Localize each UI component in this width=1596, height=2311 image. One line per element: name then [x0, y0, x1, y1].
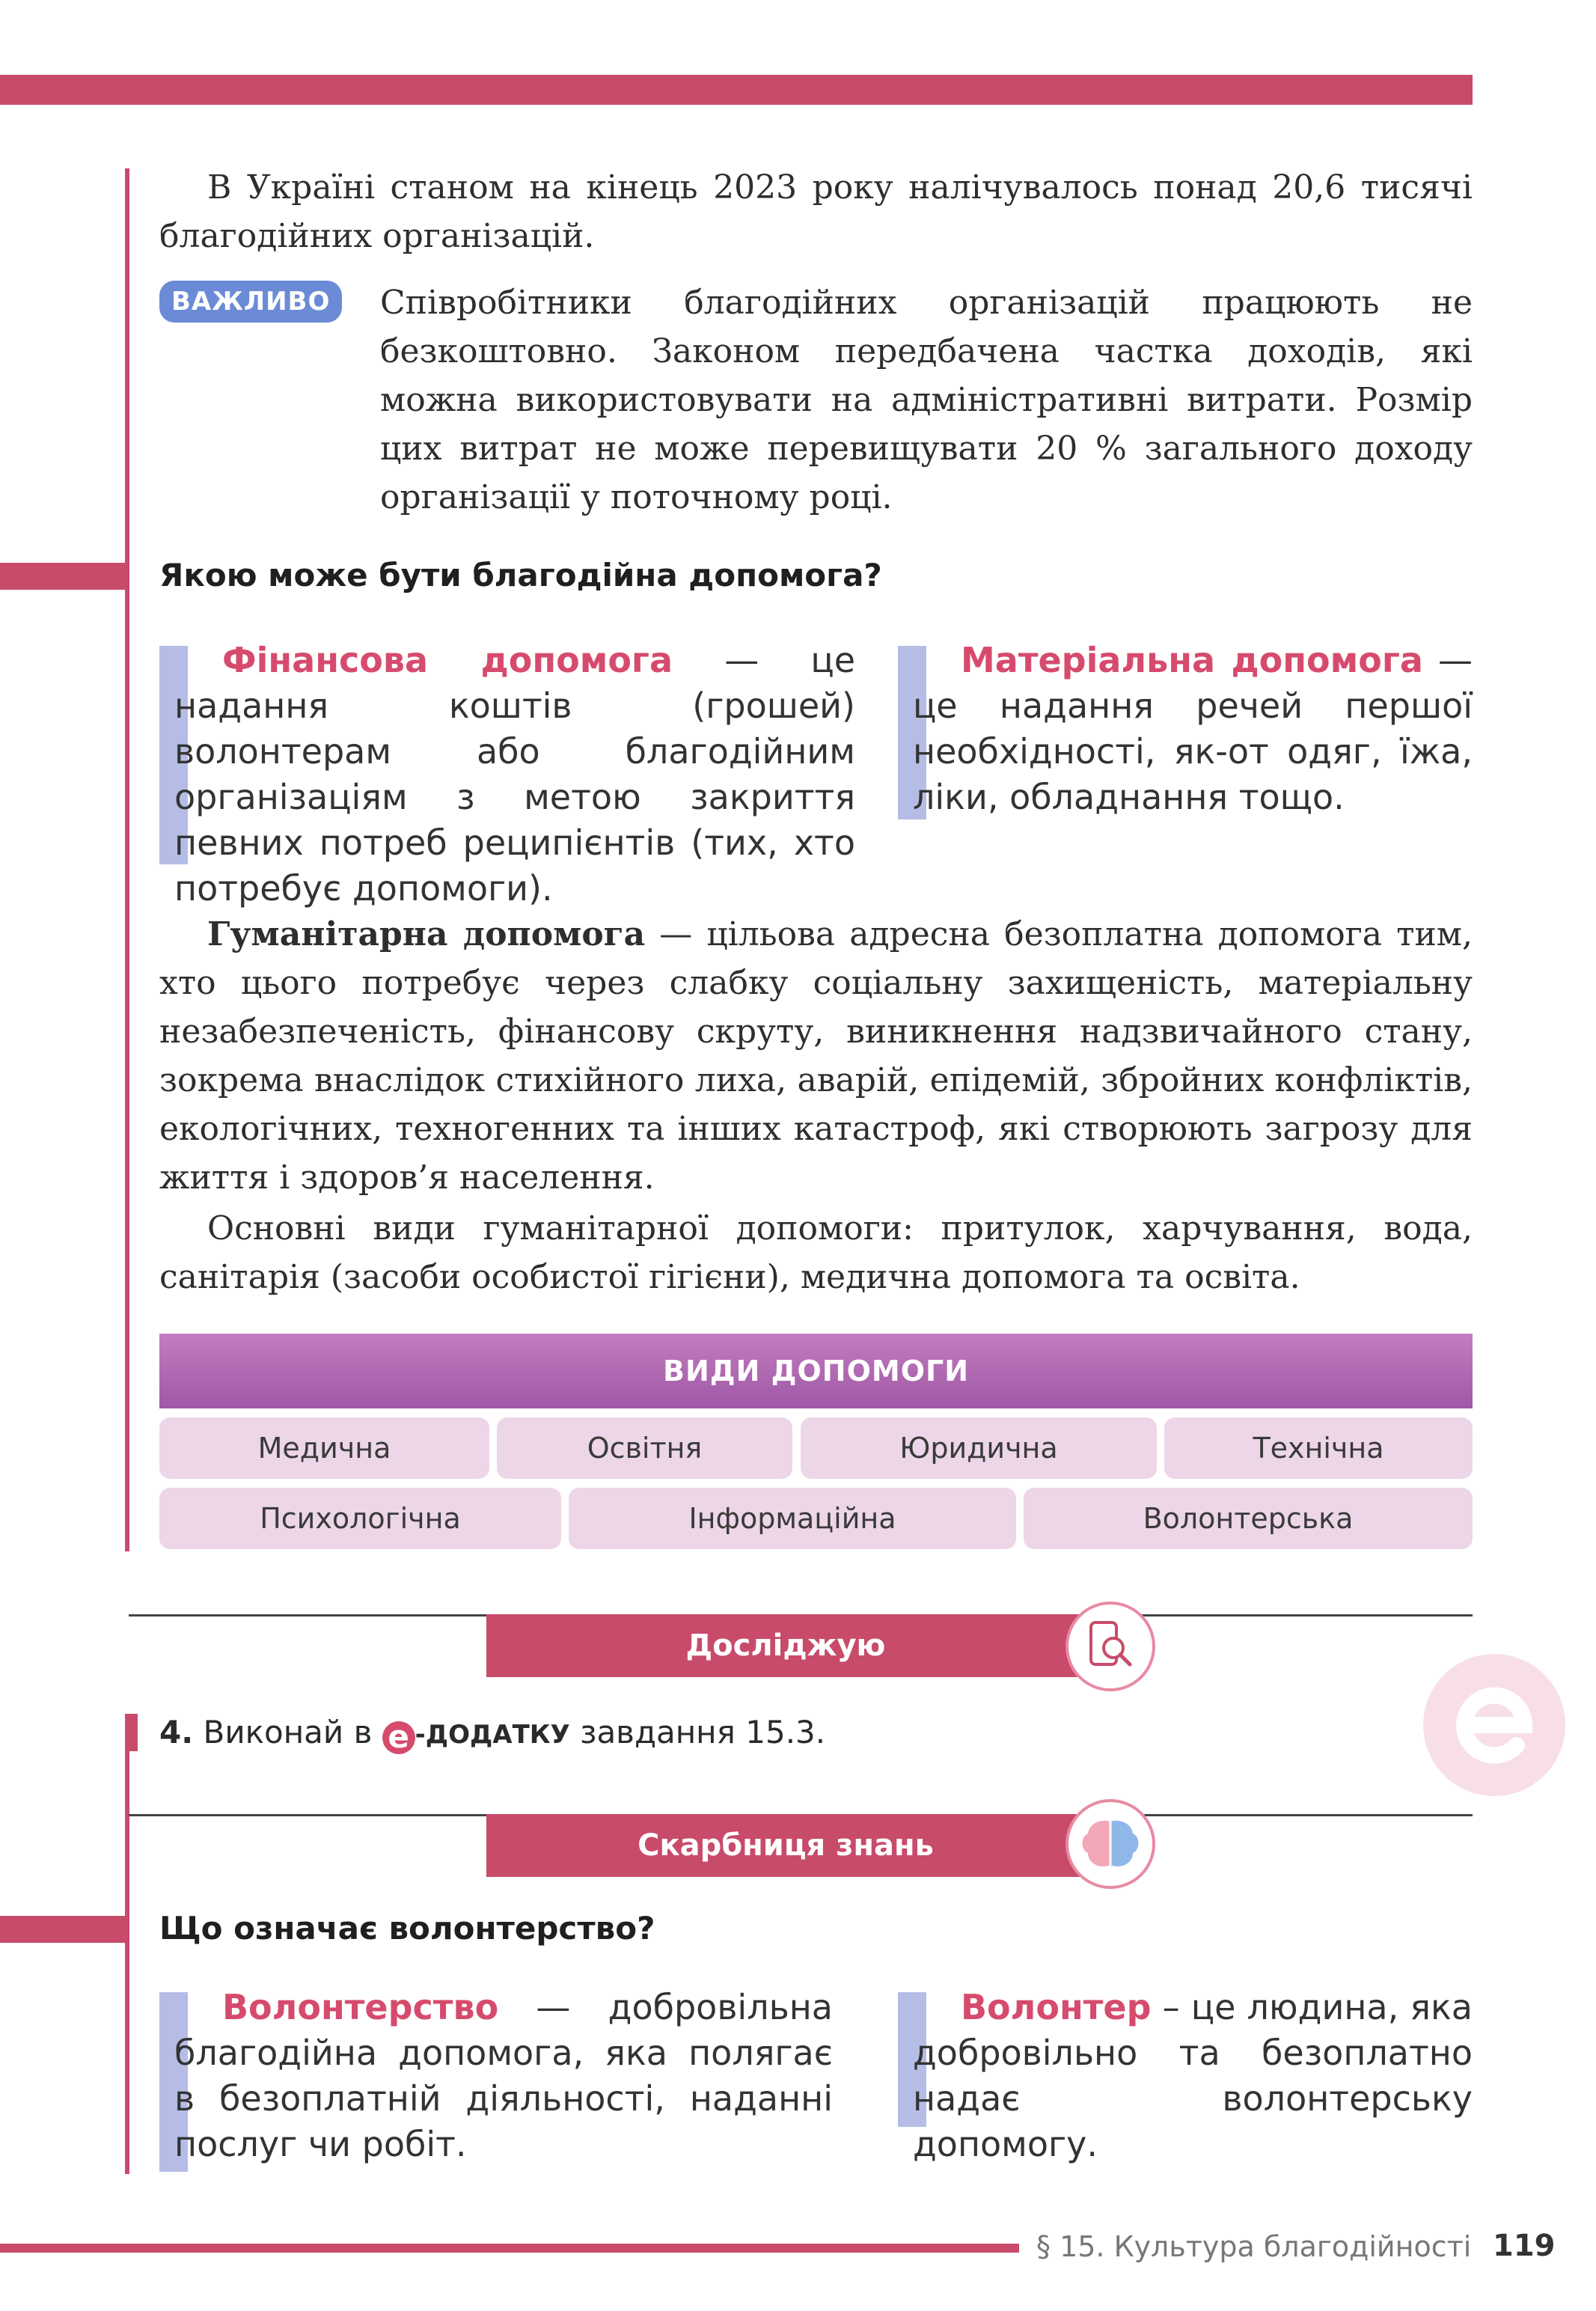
treasury-label: Скарбниця знань [486, 1814, 1085, 1877]
volunteering-heading: Що означає волонтерство? [159, 1910, 655, 1947]
side-tab-marker [0, 563, 129, 590]
financial-term: Фінансова допомога [222, 640, 673, 680]
e-watermark-icon [1423, 1654, 1565, 1796]
financial-definition: Фінансова допомога — це надання коштів (грошей) волонтерам або благодійним організаціям з метою закриття певних потреб реципієнтів (тих, хто потребує допомоги). [174, 640, 855, 909]
footer-chapter: § 15. Культура благодійності [1036, 2230, 1472, 2263]
table-cell: Освітня [497, 1417, 792, 1479]
help-heading: Якою може бути благодійна допомога? [159, 557, 882, 593]
material-term: Матеріальна допомога [961, 640, 1423, 680]
table-cell: Технічна [1164, 1417, 1473, 1479]
volunteering-definition: Волонтерство — добровільна благодійна допомога, яка полягає в безоплатній діяльності, наданні послуг чи робіт. [174, 1987, 833, 2164]
volunteer-term: Волонтер [961, 1987, 1152, 2027]
task-marker [129, 1714, 138, 1751]
research-task: 4. Виконай в e -ДОДАТКУ завдання 15.3. [159, 1714, 826, 1755]
page-number: 119 [1493, 2229, 1556, 2263]
left-margin-rule-lower [125, 1714, 129, 2174]
volunteering-term: Волонтерство [222, 1987, 499, 2027]
intro-paragraph: В Україні станом на кінець 2023 року налічувалось понад 20,6 тисячі благодійних організацій. [159, 168, 1473, 255]
table-cell: Медична [159, 1417, 489, 1479]
humanitarian-paragraph: Гуманітарна допомога — цільова адресна безоплатна допомога тим, хто цього потребує через слабку соціальну захищеність, матеріальну незабезпеченість, фінансову скруту, виникнення надзвичайного стану, зокрема внаслідок стихійного лиха, аварій, епідемій, збройних конфліктів, екологічних, техногенних та інших катастроф, які створюють загрозу для життя і здоров’я населення. [159, 915, 1473, 1197]
footer-accent-bar [0, 2244, 1019, 2253]
side-tab-marker-lower [0, 1916, 129, 1943]
top-accent-bar [0, 75, 1473, 105]
phone-magnifier-icon [1065, 1602, 1155, 1691]
left-margin-rule [125, 168, 129, 1551]
table-cell: Інформаційна [569, 1488, 1016, 1549]
table-cell: Юридична [801, 1417, 1157, 1479]
table-cell: Психологічна [159, 1488, 561, 1549]
table-cell: Волонтерська [1024, 1488, 1473, 1549]
e-supplement-icon: e [382, 1721, 415, 1754]
humanitarian-term: Гуманітарна допомога [207, 915, 646, 953]
volunteer-definition: Волонтер – це людина, яка добровільно та безоплатно надає волонтерську допомогу. [913, 1987, 1473, 2164]
help-types-table-title: ВИДИ ДОПОМОГИ [159, 1334, 1473, 1408]
research-label: Досліджую [486, 1614, 1085, 1677]
brain-icon [1065, 1799, 1155, 1889]
humanitarian-types-paragraph: Основні види гуманітарної допомоги: притулок, харчування, вода, санітарія (засоби особистої гігієни), медична допомога та освіта. [159, 1209, 1473, 1296]
important-badge: ВАЖЛИВО [159, 281, 342, 323]
important-text: Співробітники благодійних організацій працюють не безкоштовно. Законом передбачена частка доходів, які можна використовувати на адміністративні витрати. Розмір цих витрат не може перевищувати 20 % загального доходу організації у поточному році. [380, 284, 1473, 516]
material-definition: Матеріальна допомога — це надання речей першої необхідності, як-от одяг, їжа, ліки, обладнання тощо. [913, 640, 1473, 817]
